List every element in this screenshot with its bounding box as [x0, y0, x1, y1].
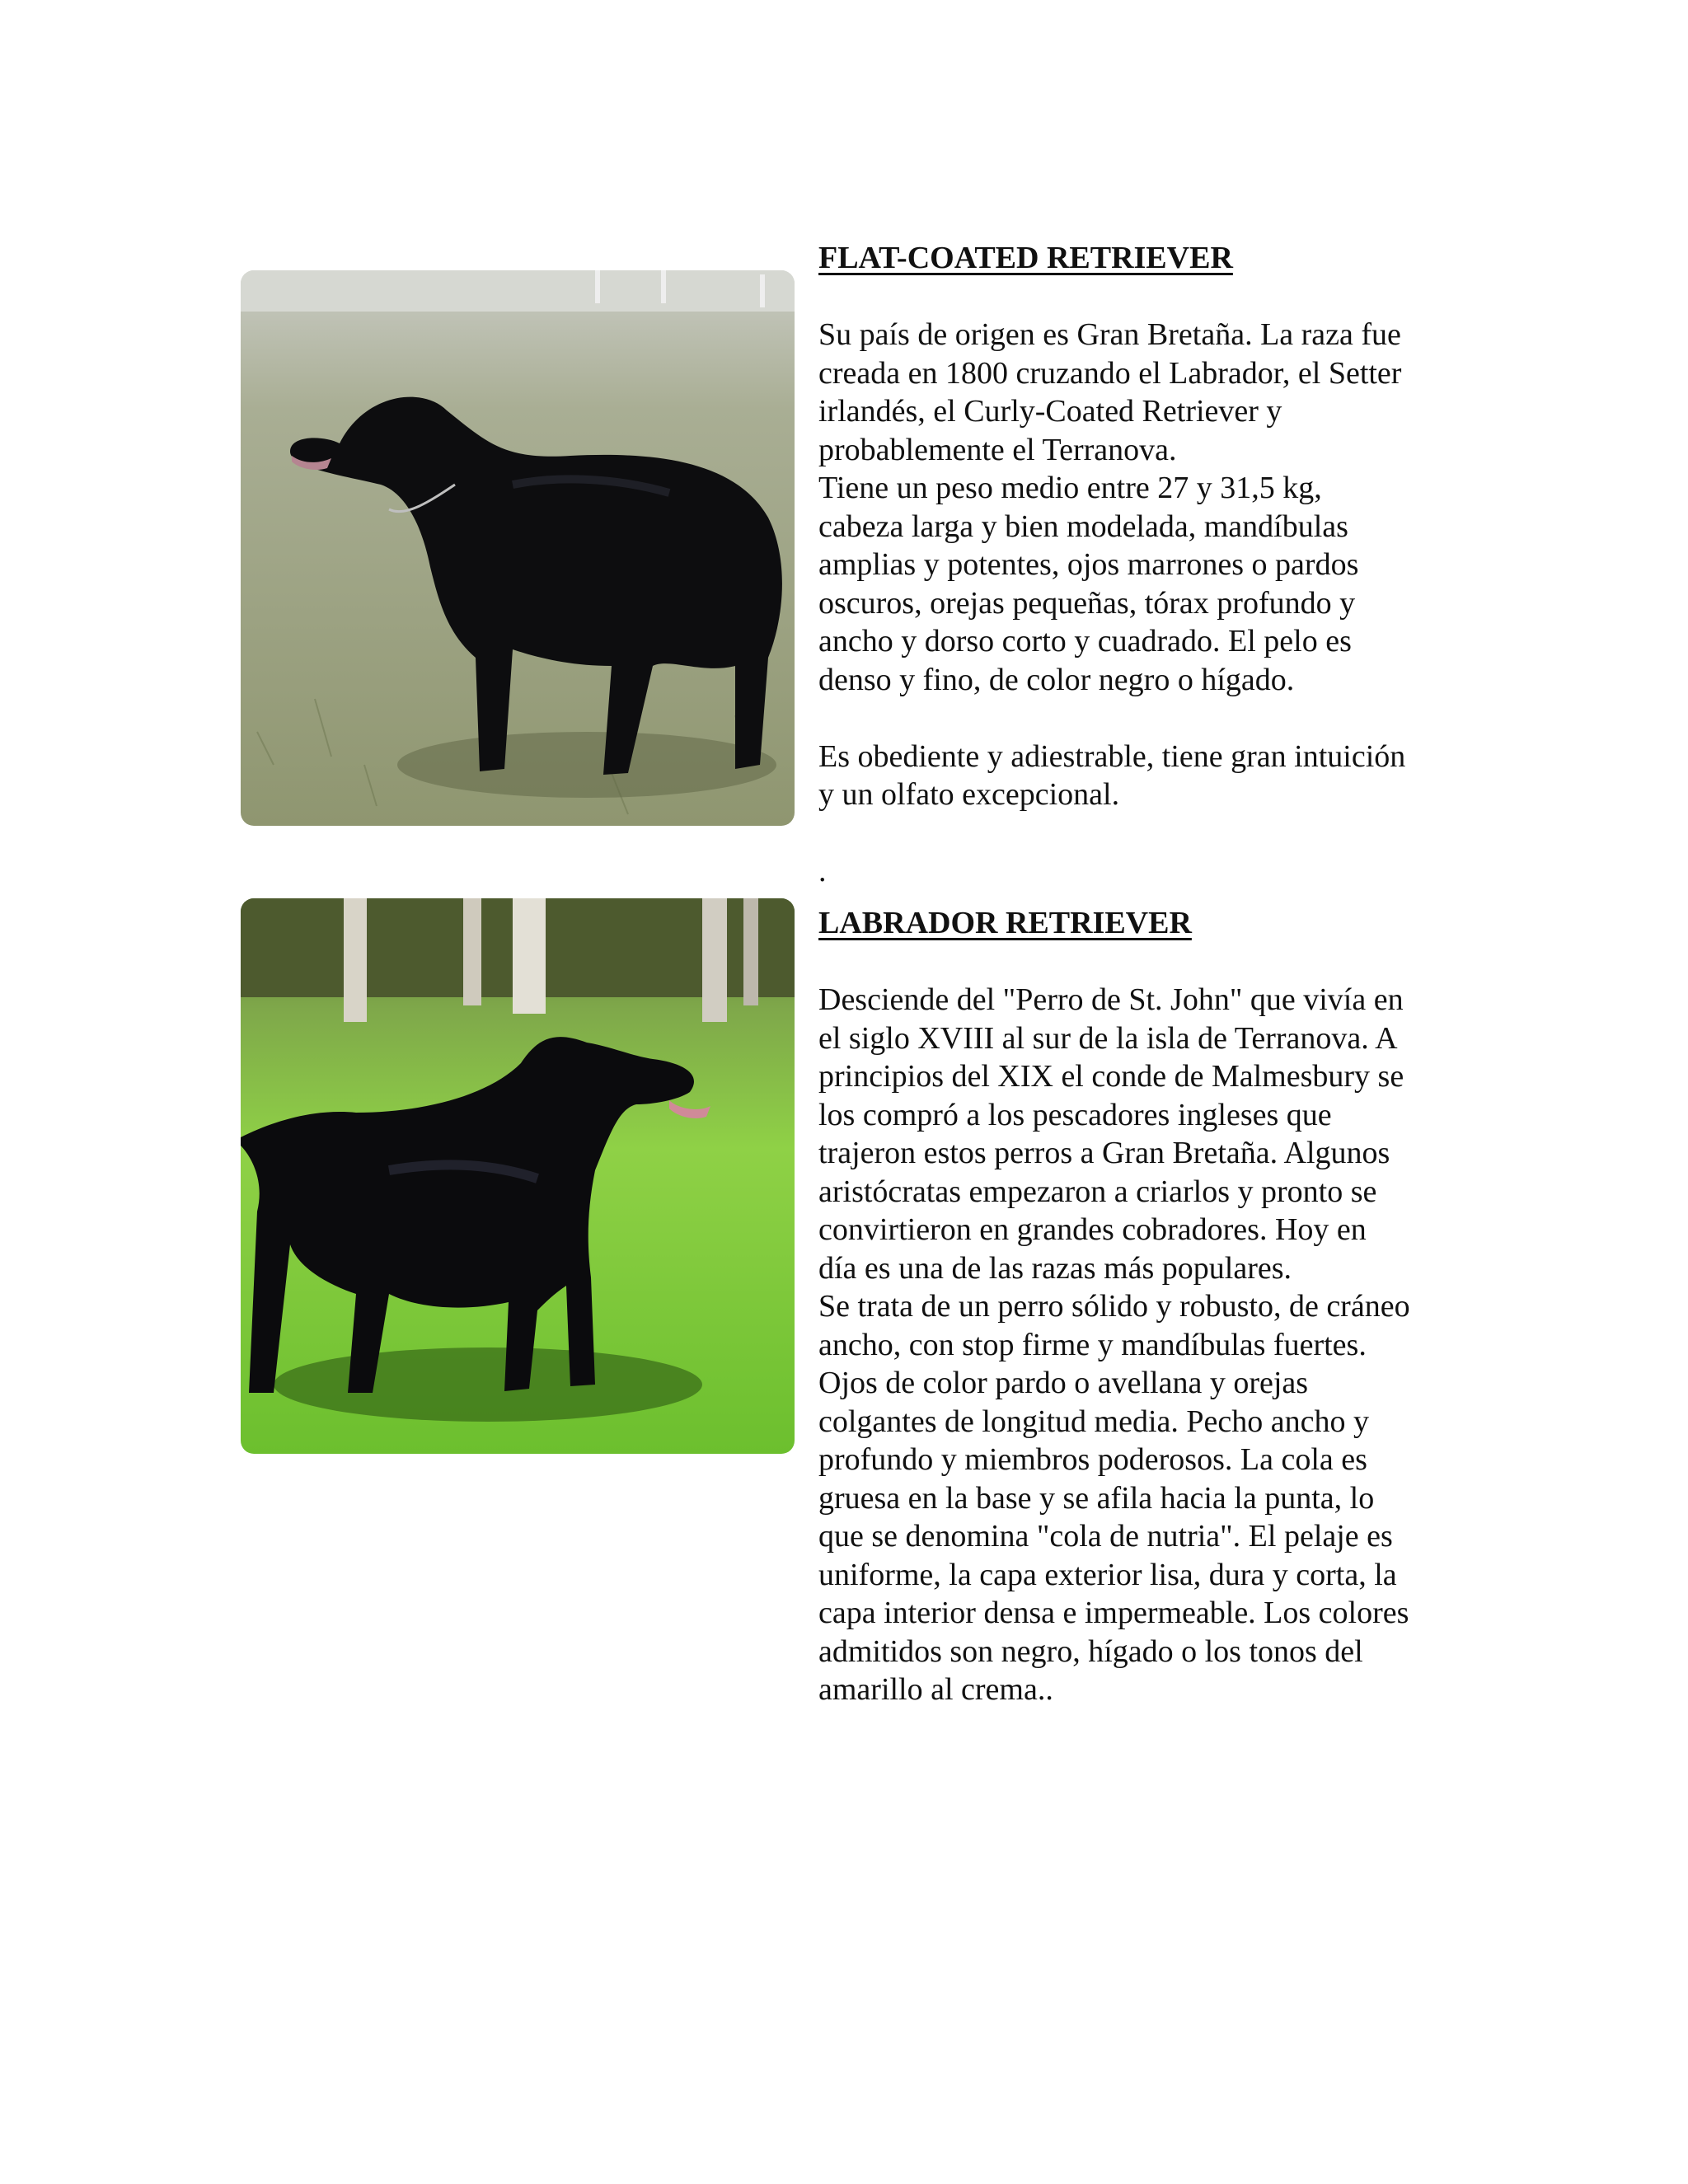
text-line: Tiene un peso medio entre 27 y 31,5 kg,: [818, 471, 1322, 505]
text-line: oscuros, orejas pequeñas, tórax profundo y: [818, 585, 1356, 621]
text-line: amarillo al crema..: [818, 1672, 1053, 1707]
text-line: creada en 1800 cruzando el Labrador, el Setter: [818, 355, 1402, 391]
text-line: Ojos de color pardo o avellana y orejas: [818, 1366, 1309, 1400]
dog-photo-icon: [241, 270, 795, 826]
text-line: los compró a los pescadores ingleses que: [818, 1097, 1332, 1132]
text-line: que se denomina "cola de nutria". El pelaje es: [818, 1519, 1393, 1554]
text-line: aristócratas empezaron a criarlos y pronto se: [818, 1174, 1377, 1209]
dog-photo-icon: [241, 898, 795, 1454]
section-title: FLAT-COATED RETRIEVER: [818, 241, 1233, 275]
text-line: probablemente el Terranova.: [818, 432, 1177, 467]
text-line: trajeron estos perros a Gran Bretaña. Algunos: [818, 1136, 1390, 1170]
text-line: ancho, con stop firme y mandíbulas fuertes.: [818, 1327, 1367, 1362]
text-line: Es obediente y adiestrable, tiene gran intuición: [818, 738, 1406, 774]
text-line: principios del XIX el conde de Malmesbury se: [818, 1059, 1404, 1094]
section-paragraph: [818, 981, 1470, 1709]
labrador-retriever-photo: [241, 898, 795, 1454]
text-line: irlandés, el Curly-Coated Retriever y: [818, 394, 1282, 429]
text-line: colgantes de longitud media. Pecho ancho y: [818, 1404, 1369, 1439]
text-line: Desciende del "Perro de St. John" que vivía en: [818, 982, 1404, 1017]
text-line: día es una de las razas más populares.: [818, 1250, 1292, 1286]
flat-coated-retriever-photo: [241, 270, 795, 826]
text-line: capa interior densa e impermeable. Los colores: [818, 1596, 1409, 1630]
text-line: profundo y miembros poderosos. La cola es: [818, 1442, 1367, 1477]
text-line: Se trata de un perro sólido y robusto, de cráneo: [818, 1289, 1410, 1324]
text-line: admitidos son negro, hígado o los tonos del: [818, 1633, 1363, 1669]
text-line: amplias y potentes, ojos marrones o pardos: [818, 547, 1359, 582]
text-line: denso y fino, de color negro o hígado.: [818, 662, 1295, 697]
text-line: uniforme, la capa exterior lisa, dura y corta, la: [818, 1557, 1397, 1592]
text-line: y un olfato excepcional.: [818, 777, 1120, 812]
labrador-section: [818, 904, 1470, 1709]
section-title: LABRADOR RETRIEVER: [818, 906, 1192, 940]
text-line: gruesa en la base y se afila hacia la punta, lo: [818, 1480, 1375, 1516]
text-line: convirtieron en grandes cobradores. Hoy en: [818, 1212, 1367, 1247]
text-line: Su país de origen es Gran Bretaña. La raza fue: [818, 317, 1401, 352]
trailing-mark: .: [818, 854, 827, 888]
text-line: cabeza larga y bien modelada, mandíbulas: [818, 509, 1348, 544]
section-paragraph: [818, 316, 1470, 699]
text-line: ancho y dorso corto y cuadrado. El pelo es: [818, 624, 1352, 658]
flat-coated-section: [818, 239, 1470, 891]
text-line: el siglo XVIII al sur de la isla de Terranova. A: [818, 1020, 1398, 1056]
section-paragraph: [818, 738, 1470, 814]
